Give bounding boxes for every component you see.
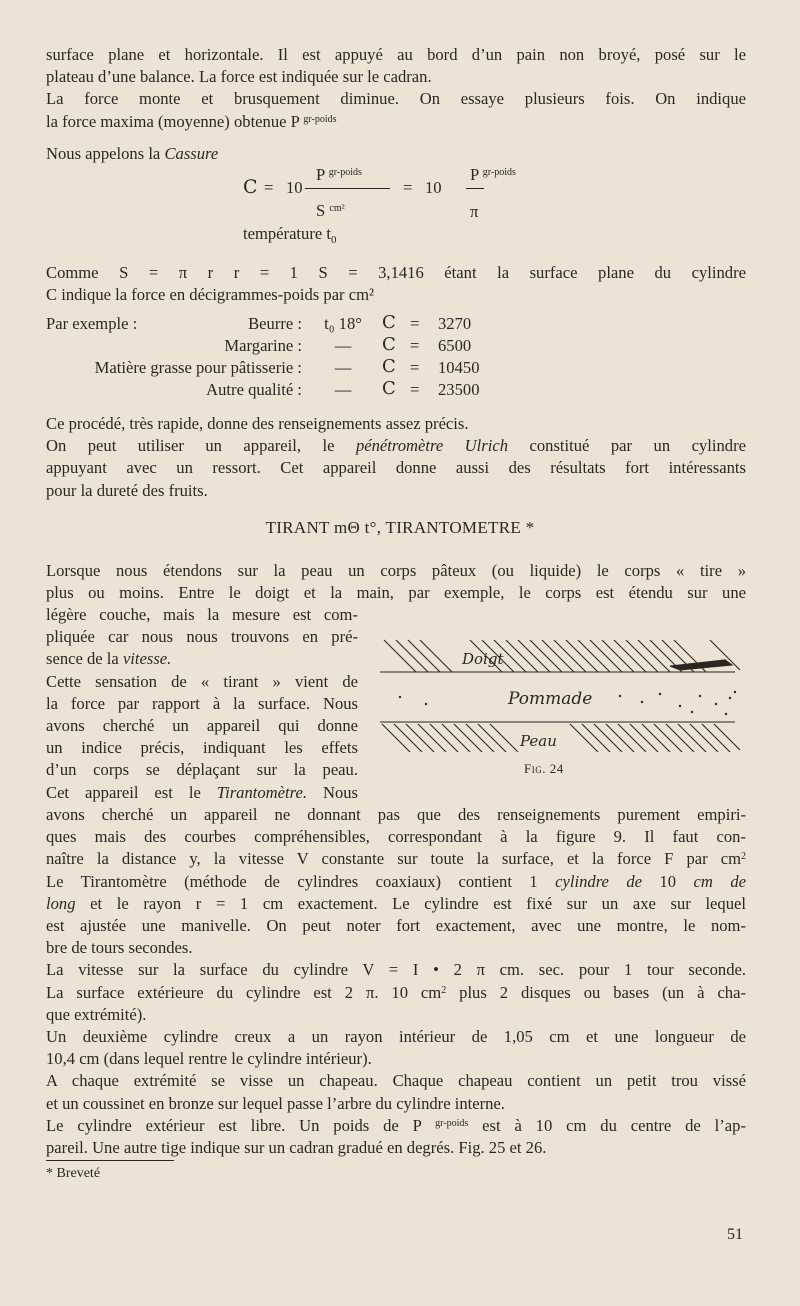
text-line: plateau d’une balance. La force est indiquée sur le cadran. xyxy=(46,67,432,87)
text-line: un indice précis, indiquant les effets xyxy=(46,738,358,758)
text-line: Cet appareil est le Tirantomètre. Nous xyxy=(46,782,358,802)
text-line: pareil. Une autre tige indique sur un cadran gradué en degrés. Fig. 25 et 26. xyxy=(46,1138,547,1158)
text-line: pour la dureté des fruits. xyxy=(46,480,208,500)
example-value: 10450 xyxy=(438,358,480,377)
paragraph-intro xyxy=(46,44,746,133)
text-line: Ce procédé, très rapide, donne des renseignements assez précis. xyxy=(46,414,469,433)
text-line: Cette sensation de « tirant » vient de xyxy=(46,671,358,691)
c-symbol: C xyxy=(382,312,396,333)
ten-factor: 10 xyxy=(286,178,303,197)
text-line: Lorsque nous étendons sur la peau un corps pâteux (ou liquide) le corps « tire » xyxy=(46,561,746,580)
text-line: avons cherché un appareil qui donne xyxy=(46,716,358,736)
label-doigt: Doigt xyxy=(462,650,504,668)
fraction-bar xyxy=(305,188,390,189)
c-symbol: C xyxy=(382,356,396,377)
numerator-2: P $^{gr-poids}$ xyxy=(470,165,516,184)
pi-denominator: π xyxy=(470,202,479,221)
text-line: Un deuxième cylindre creux a un rayon intérieur de 1,05 cm et une longueur de xyxy=(46,1027,746,1047)
paragraph-tirant-narrow xyxy=(46,604,358,804)
temperature-label: température $t_0$ xyxy=(243,224,337,246)
example-row-cond: — xyxy=(334,358,352,377)
figure-caption: Fig. 24 xyxy=(524,761,564,776)
text-line: est ajustée une manivelle. On peut noter fort exactement, avec une montre, le nom- xyxy=(46,916,746,936)
text-line: A chaque extrémité se visse un chapeau. Chaque chapeau contient un petit trou vissé xyxy=(46,1071,746,1091)
text-line: naître la distance y, la vitesse V constante sur toute la surface, et la force F par $cm^2$ xyxy=(46,849,746,869)
text-line: et un coussinet en bronze sur lequel passe l’arbre du cylindre interne. xyxy=(46,1093,505,1113)
example-row-name: Matière grasse pour pâtisserie : xyxy=(94,358,302,377)
equals-sign: = xyxy=(410,314,420,333)
c-symbol: C xyxy=(382,378,396,399)
example-row-name: Margarine : xyxy=(224,336,302,355)
label-peau: Peau xyxy=(520,732,557,750)
paragraph-tirantometre xyxy=(46,804,746,1159)
c-symbol: C xyxy=(382,334,396,355)
footnote: * Breveté xyxy=(46,1166,101,1181)
text-line: long et le rayon r = 1 cm exactement. Le cylindre est fixé sur un axe sur lequel xyxy=(46,893,746,913)
text-line: pliquée car nous nous trouvons en pré- xyxy=(46,627,358,647)
example-row-cond: t₀ 18° xyxy=(324,314,362,333)
text-line: appuyant avec un ressort. Cet appareil donne aussi des résultats fort intéressants xyxy=(46,458,746,478)
paragraph-comme xyxy=(46,262,746,306)
section-heading: TIRANT mΘ t°, TIRANTOMETRE * xyxy=(265,518,535,537)
text-line: plus ou moins. Entre le doigt et la main, par exemple, le corps est étendu sur une xyxy=(46,583,746,603)
equals-sign: = xyxy=(403,178,413,197)
text-line: Le Tirantomètre (méthode de cylindres coaxiaux) contient 1 cylindre de 10 cm de xyxy=(46,871,746,891)
equals-sign: = xyxy=(410,358,420,377)
c-symbol: C xyxy=(243,176,258,198)
fraction-bar xyxy=(466,188,484,189)
text-line: Comme S = π r r = 1 S = 3,1416 étant la surface plane du cylindre xyxy=(46,263,746,282)
example-value: 6500 xyxy=(438,336,472,355)
text-line: ques mais des courbes compréhensibles, correspondant à la figure 9. Il faut con- xyxy=(46,827,746,847)
text-line: d’un corps se déplaçant sur la peau. xyxy=(46,760,358,780)
example-row-name: Beurre : xyxy=(248,314,302,333)
equals-sign: = xyxy=(410,336,420,355)
examples-label: Par exemple : xyxy=(46,314,138,333)
text-line: On peut utiliser un appareil, le pénétromètre Ulrich constitué par un cylindre xyxy=(46,436,746,456)
text-line: La force monte et brusquement diminue. On essaye plusieurs fois. On indique xyxy=(46,89,746,109)
example-row-name: Autre qualité : xyxy=(206,380,302,399)
hatch-bottom xyxy=(382,724,740,752)
ten-factor: 10 xyxy=(425,178,442,197)
page-number: 51 xyxy=(727,1226,743,1243)
example-value: 3270 xyxy=(438,314,472,333)
text-line: La vitesse sur la surface du cylindre V = I • 2 π cm. sec. pour 1 tour seconde. xyxy=(46,960,746,980)
denominator: S $^{cm^2}$ xyxy=(316,201,345,220)
text-line: Le cylindre extérieur est libre. Un poids de P $^{gr-poids}$ est à 10 cm du centre de l’ap- xyxy=(46,1115,746,1135)
text-line: C indique la force en décigrammes-poids par cm² xyxy=(46,285,374,305)
text-line: 10,4 cm (dans lequel rentre le cylindre intérieur). xyxy=(46,1049,372,1069)
example-row-cond: — xyxy=(334,380,352,399)
example-row-cond: — xyxy=(334,336,352,355)
cassure-intro: Nous appelons la Cassure xyxy=(46,144,219,163)
text-line: que extrémité). xyxy=(46,1004,147,1024)
equals-sign: = xyxy=(264,178,274,197)
footnote-rule xyxy=(46,1160,174,1161)
equals-sign: = xyxy=(410,380,420,399)
text-line: sence de la vitesse. xyxy=(46,649,172,669)
text-line: surface plane et horizontale. Il est appuyé au bord d’un pain non broyé, posé sur le xyxy=(46,45,746,64)
text-line: la force maxima (moyenne) obtenue P $^{gr-poids}$ xyxy=(46,111,337,131)
paragraph-procede xyxy=(46,413,746,502)
text-line: légère couche, mais la mesure est com- xyxy=(46,605,358,624)
text-line: la force par rapport à la surface. Nous xyxy=(46,693,358,713)
example-value: 23500 xyxy=(438,380,480,399)
text-line: La surface extérieure du cylindre est 2 π. 10 $cm^2$ plus 2 disques ou bases (un à cha- xyxy=(46,982,746,1002)
paragraph-tirant xyxy=(46,560,746,604)
numerator: P $^{gr-poids}$ xyxy=(316,165,362,184)
text-line: bre de tours secondes. xyxy=(46,938,193,958)
figure-24 xyxy=(380,632,745,780)
label-pommade: Pommade xyxy=(508,689,593,709)
text-line: avons cherché un appareil ne donnant pas que des renseignements purement empiri- xyxy=(46,805,746,824)
